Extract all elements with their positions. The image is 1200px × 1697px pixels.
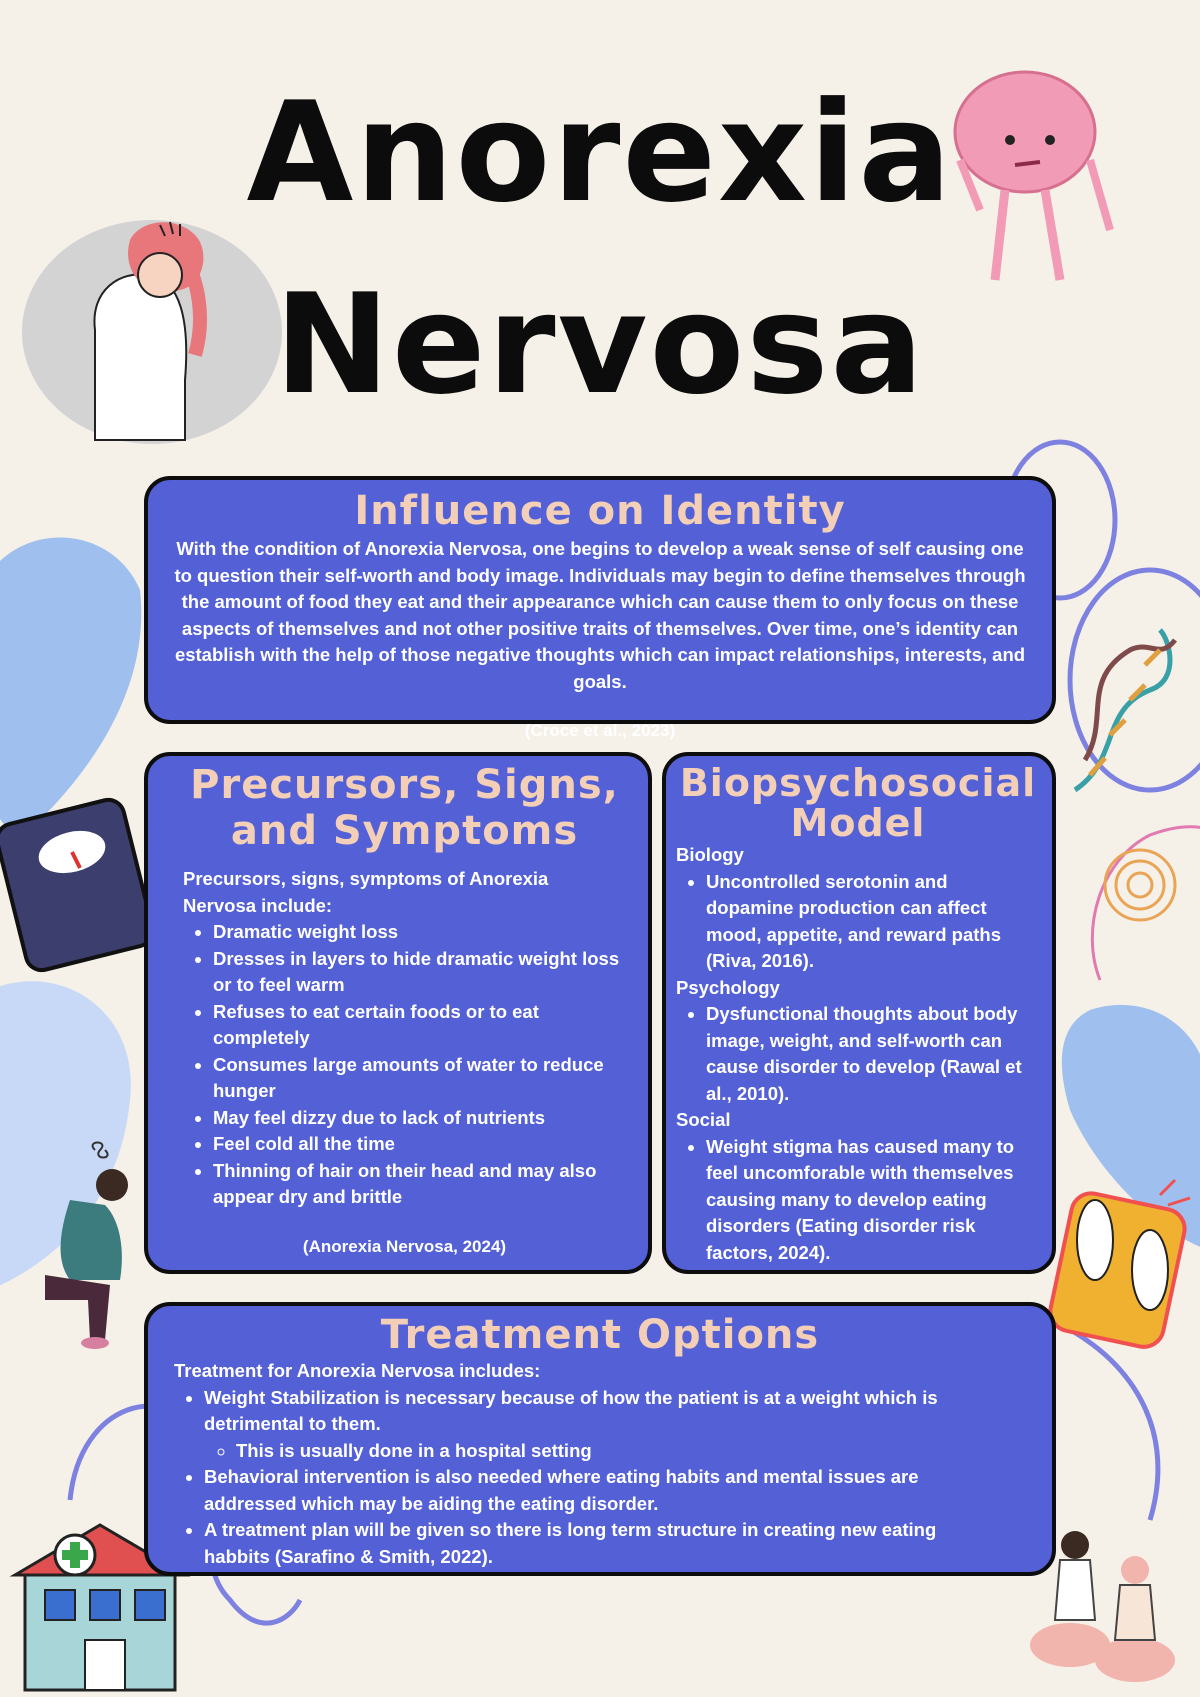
identity-text: With the condition of Anorexia Nervosa, one begins to develop a weak sense of self causing one to question their self-worth and body image. Individuals may begin to define themselves through the amount of food they eat and their appearance which can cause them to only focus on these aspects of themselves and not other positive traits of themselves. Over time, one’s identity can establish with the help of those negative thoughts which can impact relationships, interests, and goals.: [174, 538, 1026, 692]
purple-loop-bottom-right: [1050, 1320, 1158, 1520]
list-item: • Refuses to eat certain foods or to eat completely: [213, 999, 626, 1052]
precursors-heading-line2: and Symptoms: [230, 808, 579, 854]
biopsychosocial-panel: [662, 752, 1056, 1274]
identity-panel: [144, 476, 1056, 740]
page-title-line2: Nervosa: [274, 264, 926, 425]
treatment-sublist: [204, 1438, 992, 1465]
list-item: • Dramatic weight loss: [213, 919, 626, 946]
identity-citation: (Croce et al., 2023): [524, 721, 676, 740]
bps-psychology-list: [676, 1001, 1040, 1107]
list-item: • Uncontrolled serotonin and dopamine production can affect mood, appetite, and reward paths (Riva, 2016).: [706, 869, 1040, 975]
treatment-panel: [144, 1302, 1056, 1576]
precursors-heading-line1: Precursors, Signs,: [190, 762, 619, 808]
treatment-list: [174, 1385, 992, 1571]
head-spiral-illustration: [1092, 827, 1200, 980]
treatment-item-text: Weight Stabilization is necessary because of how the patient is at a weight which is detrimental to them.: [204, 1386, 938, 1434]
list-item: • May feel dizzy due to lack of nutrients: [213, 1105, 626, 1132]
list-item: [204, 1385, 992, 1465]
precursors-citation: (Anorexia Nervosa, 2024): [302, 1236, 507, 1256]
list-item: • Dysfunctional thoughts about body image, weight, and self-worth can cause disorder to develop (Rawal et al., 2010).: [706, 1001, 1040, 1107]
list-item: • Weight stigma has caused many to feel uncomforable with themselves causing many to develop eating disorders (Eating disorder risk factors, 2024).: [706, 1134, 1040, 1267]
identity-heading: Influence on Identity: [354, 488, 846, 534]
bps-psychology-label: Psychology: [676, 976, 780, 998]
precursors-intro: Precursors, signs, symptoms of Anorexia Nervosa include:: [183, 868, 549, 916]
bps-biology-label: Biology: [676, 844, 744, 865]
bps-heading-line1: Biopsychosocial: [679, 761, 1037, 805]
page-title-line1: Anorexia: [246, 72, 954, 233]
treatment-heading: Treatment Options: [380, 1312, 820, 1358]
treatment-intro: Treatment for Anorexia Nervosa includes:: [174, 1360, 541, 1381]
bps-heading-line2: Model: [790, 801, 926, 845]
blue-blob-left-top: [0, 538, 141, 832]
feet-on-scale-illustration: [1047, 1180, 1190, 1351]
list-item: • Behavioral intervention is also needed where eating habits and mental issues are addressed which may be aiding the eating disorder.: [204, 1464, 992, 1517]
bps-social-label: Social: [676, 1109, 731, 1130]
dna-helix-illustration: [1075, 630, 1175, 790]
precursors-list: [183, 919, 626, 1211]
list-item: • Consumes large amounts of water to reduce hunger: [213, 1052, 626, 1105]
list-item: ◦ This is usually done in a hospital setting: [236, 1438, 992, 1465]
list-item: • Thinning of hair on their head and may also appear dry and brittle: [213, 1158, 626, 1211]
list-item: • Feel cold all the time: [213, 1131, 626, 1158]
precursors-panel: [144, 752, 652, 1274]
list-item: • Dresses in layers to hide dramatic weight loss or to feel warm: [213, 946, 626, 999]
list-item: • A treatment plan will be given so there is long term structure in creating new eating habbits (Sarafino & Smith, 2022).: [204, 1517, 992, 1570]
bps-social-list: [676, 1134, 1040, 1267]
bps-biology-list: [676, 869, 1040, 975]
scale-illustration: [0, 797, 156, 974]
